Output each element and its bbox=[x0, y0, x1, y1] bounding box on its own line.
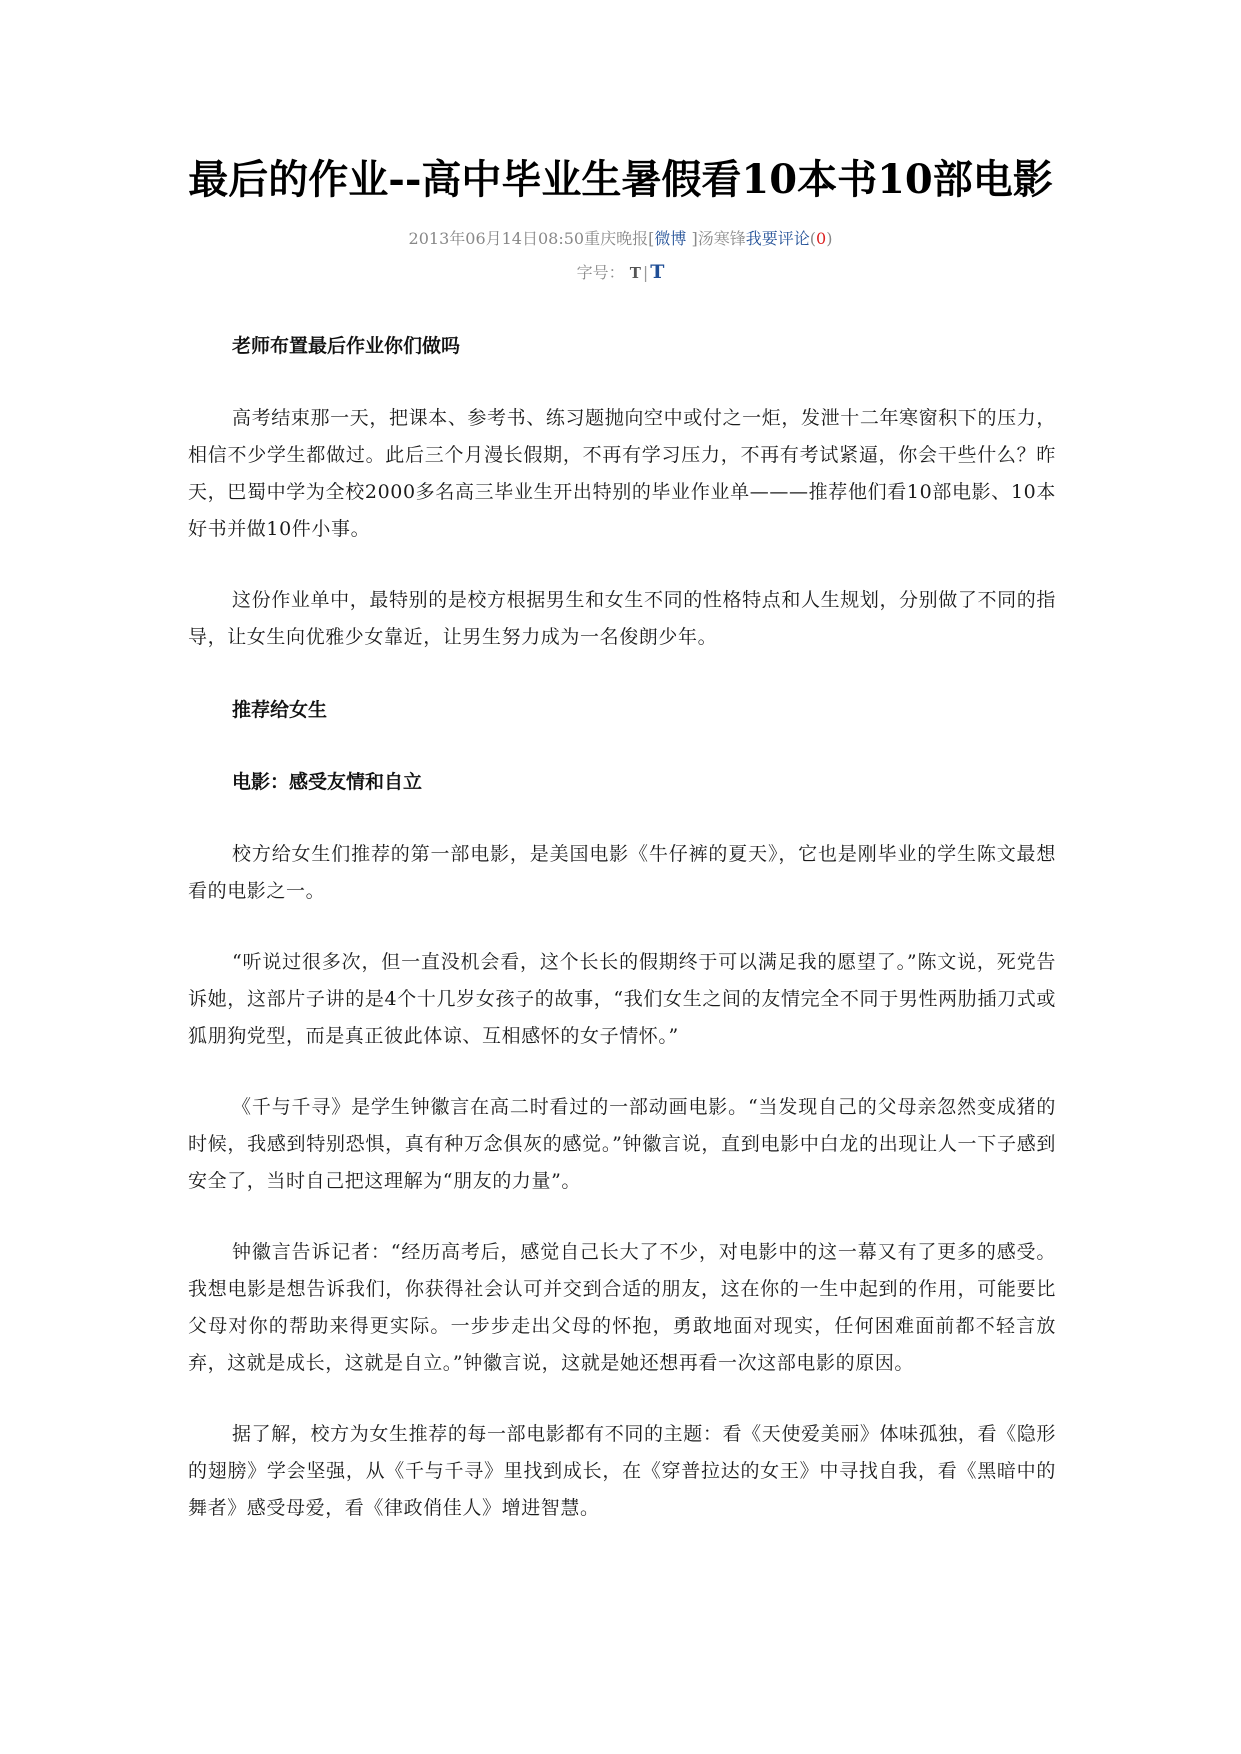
weibo-link[interactable]: 微博 bbox=[654, 229, 687, 248]
article-meta bbox=[0, 228, 1241, 250]
font-size-control bbox=[0, 261, 1241, 284]
article-title: 最后的作业--高中毕业生暑假看10本书10部电影 bbox=[188, 156, 1053, 203]
article-body bbox=[188, 328, 1056, 1527]
bracket-close: ] bbox=[686, 229, 698, 248]
paragraph: 这份作业单中，最特别的是校方根据男生和女生不同的性格特点和人生规划，分别做了不同的指导，让女生向优雅少女靠近，让男生努力成为一名俊朗少年。 bbox=[188, 589, 1056, 648]
paragraph: “听说过很多次，但一直没机会看，这个长长的假期终于可以满足我的愿望了。”陈文说，死党告诉她，这部片子讲的是4个十几岁女孩子的故事，“我们女生之间的友情完全不同于男性两肋插刀式或狐朋狗党型，而是真正彼此体谅、互相感怀的女子情怀。” bbox=[188, 951, 1056, 1047]
paragraph: 钟徽言告诉记者：“经历高考后，感觉自己长大了不少，对电影中的这一幕又有了更多的感受。我想电影是想告诉我们，你获得社会认可并交到合适的朋友，这在你的一生中起到的作用，可能要比父母对你的帮助来得更实际。一步步走出父母的怀抱，勇敢地面对现实，任何困难面前都不轻言放弃，这就是成长，这就是自立。”钟徽言说，这就是她还想再看一次这部电影的原因。 bbox=[188, 1241, 1056, 1374]
comment-count[interactable]: 0 bbox=[816, 229, 827, 248]
font-size-separator: | bbox=[642, 263, 649, 282]
font-size-large-button[interactable]: T bbox=[650, 261, 665, 283]
bracket-open: [ bbox=[648, 229, 655, 248]
font-size-small-button[interactable]: T bbox=[629, 264, 641, 282]
publish-datetime: 2013年06月14日08:50 bbox=[408, 229, 585, 248]
paragraph: 校方给女生们推荐的第一部电影，是美国电影《牛仔裤的夏天》，它也是刚毕业的学生陈文最想看的电影之一。 bbox=[188, 843, 1056, 902]
section-heading: 老师布置最后作业你们做吗 bbox=[232, 335, 461, 357]
font-size-label: 字号： bbox=[576, 263, 625, 282]
comment-count-close: ) bbox=[826, 229, 833, 248]
comment-count-open: ( bbox=[809, 229, 816, 248]
section-heading: 电影：感受友情和自立 bbox=[232, 771, 423, 793]
paragraph: 据了解，校方为女生推荐的每一部电影都有不同的主题：看《天使爱美丽》体味孤独，看《隐形的翅膀》学会坚强，从《千与千寻》里找到成长，在《穿普拉达的女王》中寻找自我，看《黑暗中的舞者》感受母爱，看《律政俏佳人》增进智慧。 bbox=[188, 1423, 1056, 1519]
paragraph: 高考结束那一天，把课本、参考书、练习题抛向空中或付之一炬，发泄十二年寒窗积下的压力，相信不少学生都做过。此后三个月漫长假期，不再有学习压力，不再有考试紧逼，你会干些什么？昨天，巴蜀中学为全校2000多名高三毕业生开出特别的毕业作业单———推荐他们看10部电影、10本好书并做10件小事。 bbox=[188, 407, 1056, 540]
author-name: 汤寒锋 bbox=[697, 229, 746, 248]
source-name: 重庆晚报 bbox=[584, 229, 649, 248]
comment-link[interactable]: 我要评论 bbox=[745, 229, 810, 248]
paragraph: 《千与千寻》是学生钟徽言在高二时看过的一部动画电影。“当发现自己的父母亲忽然变成猪的时候，我感到特别恐惧，真有种万念俱灰的感觉。”钟徽言说，直到电影中白龙的出现让人一下子感到安全了，当时自己把这理解为“朋友的力量”。 bbox=[188, 1096, 1056, 1192]
section-heading: 推荐给女生 bbox=[232, 699, 328, 721]
